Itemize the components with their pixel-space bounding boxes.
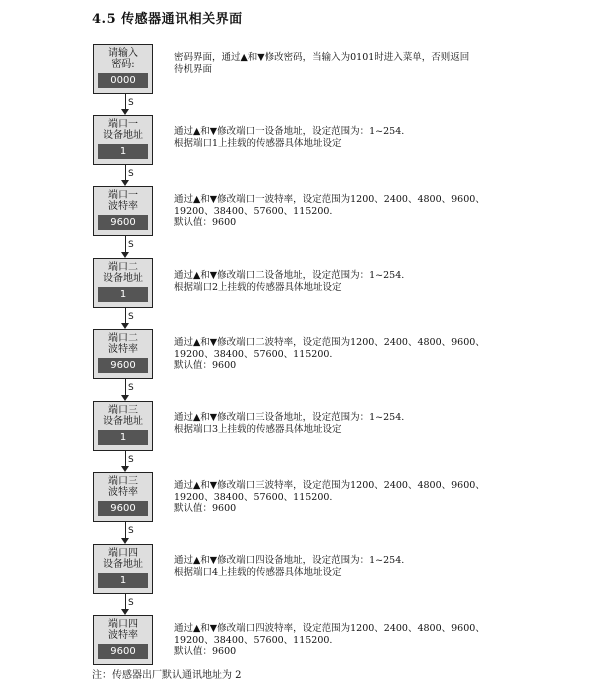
menu-screen-box <box>93 544 153 594</box>
description-line: 通过▲和▼修改端口三设备地址，设定范围为：1~254. <box>174 412 405 423</box>
screen-description <box>174 412 404 435</box>
screen-title-line1: 端口四 <box>108 619 138 630</box>
description-line: 19200、38400、57600、115200. <box>174 205 333 217</box>
description-line: 默认值：9600 <box>174 360 237 371</box>
description-line: 通过▲和▼修改端口一设备地址，设定范围为：1~254. <box>174 126 405 137</box>
section-heading: 4.5 传感器通讯相关界面 <box>92 12 243 27</box>
menu-screen-box <box>93 472 153 522</box>
screen-description <box>174 555 404 578</box>
screen-title-line1: 端口四 <box>108 548 138 559</box>
screen-title-line2: 波特率 <box>108 630 138 641</box>
screen-description <box>174 126 404 149</box>
screen-title-line2: 设备地址 <box>103 416 143 427</box>
description-line: 通过▲和▼修改端口四波特率，设定范围为1200、2400、4800、9600、 <box>174 623 485 634</box>
screen-description <box>174 623 485 658</box>
description-line: 通过▲和▼修改端口四设备地址，设定范围为：1~254. <box>174 555 405 566</box>
screen-description <box>174 480 485 515</box>
description-line: 默认值：9600 <box>174 646 237 657</box>
description-line: 根据端口3上挂载的传感器具体地址设定 <box>174 423 342 435</box>
screen-value: 0000 <box>98 73 148 88</box>
menu-screen-box <box>93 44 153 94</box>
screen-title-line2: 设备地址 <box>103 273 143 284</box>
screen-value: 9600 <box>98 501 148 516</box>
description-line: 19200、38400、57600、115200. <box>174 634 333 646</box>
screen-value: 9600 <box>98 644 148 659</box>
description-line: 根据端口2上挂载的传感器具体地址设定 <box>174 281 342 293</box>
description-line: 根据端口4上挂载的传感器具体地址设定 <box>174 566 342 578</box>
screen-value: 1 <box>98 430 148 445</box>
screen-value: 9600 <box>98 215 148 230</box>
menu-screen-box <box>93 186 153 236</box>
transition-label: S <box>128 597 134 608</box>
description-line: 19200、38400、57600、115200. <box>174 348 333 360</box>
footnote: 注：传感器出厂默认通讯地址为 2 <box>92 670 242 681</box>
screen-title-line2: 设备地址 <box>103 559 143 570</box>
transition-label: S <box>128 526 134 536</box>
screen-title-line1: 请输入 <box>108 48 138 59</box>
menu-screen-box <box>93 615 153 665</box>
screen-value: 1 <box>98 287 148 302</box>
screen-title-line1: 端口三 <box>108 405 138 416</box>
screen-title-line1: 端口二 <box>108 333 138 344</box>
menu-screen-box <box>93 115 153 165</box>
screen-title-line2: 波特率 <box>108 201 138 212</box>
description-line: 19200、38400、57600、115200. <box>174 491 333 503</box>
screen-title-line2: 密码: <box>111 59 135 70</box>
screen-title-line2: 波特率 <box>108 344 138 355</box>
description-line: 通过▲和▼修改端口一波特率，设定范围为1200、2400、4800、9600、 <box>174 194 485 205</box>
screen-value: 9600 <box>98 358 148 373</box>
description-line: 通过▲和▼修改端口三波特率，设定范围为1200、2400、4800、9600、 <box>174 480 485 491</box>
description-line: 通过▲和▼修改端口二波特率，设定范围为1200、2400、4800、9600、 <box>174 337 485 348</box>
screen-description <box>174 337 485 372</box>
transition-label: S <box>128 311 134 322</box>
screen-title-line1: 端口一 <box>108 190 138 201</box>
transition-label: S <box>128 240 134 250</box>
screen-description <box>174 270 404 293</box>
transition-label: S <box>128 383 134 393</box>
screen-value: 1 <box>98 573 148 588</box>
menu-screen-box <box>93 401 153 451</box>
screen-value: 1 <box>98 144 148 159</box>
description-line: 通过▲和▼修改端口二设备地址，设定范围为：1~254. <box>174 270 405 281</box>
description-line: 默认值：9600 <box>174 217 237 228</box>
description-line: 根据端口1上挂载的传感器具体地址设定 <box>174 137 342 149</box>
description-line: 默认值：9600 <box>174 503 237 514</box>
description-line: 密码界面，通过▲和▼修改密码，当输入为0101时进入菜单，否则返回 <box>174 52 470 63</box>
screen-title-line1: 端口三 <box>108 476 138 487</box>
transition-label: S <box>128 454 134 465</box>
transition-label: S <box>128 168 134 179</box>
screen-description <box>174 52 469 75</box>
screen-title-line2: 波特率 <box>108 487 138 498</box>
menu-screen-box <box>93 329 153 379</box>
description-line: 待机界面 <box>174 63 213 75</box>
screen-title-line2: 设备地址 <box>103 130 143 141</box>
menu-screen-box <box>93 258 153 308</box>
screen-title-line1: 端口二 <box>108 262 138 273</box>
transition-label: S <box>128 97 134 108</box>
screen-title-line1: 端口一 <box>108 119 138 130</box>
screen-description <box>174 194 485 229</box>
